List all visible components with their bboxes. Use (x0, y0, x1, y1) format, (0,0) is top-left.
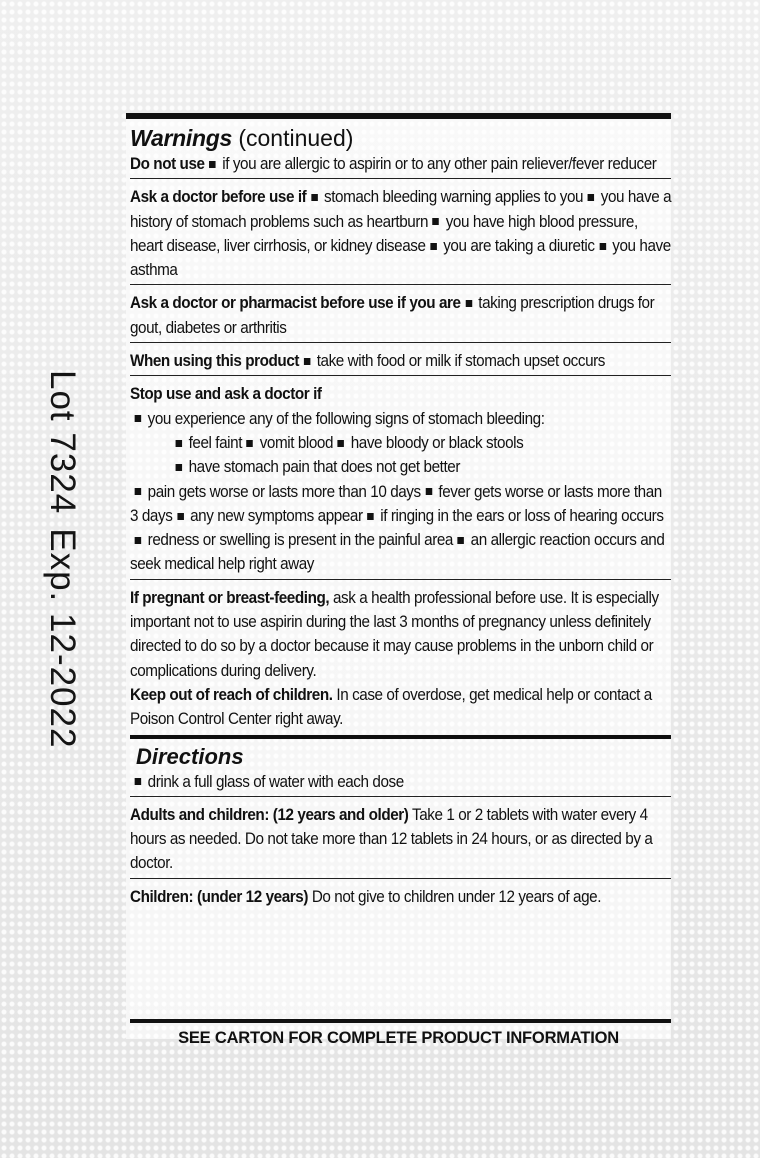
stop-use-item: redness or swelling is present in the painful area (147, 531, 453, 550)
directions-heading: Directions (136, 743, 244, 769)
ask-doctor-item: stomach bleeding warning applies to you (323, 188, 584, 207)
bullet-icon (430, 243, 437, 250)
bullet-icon (135, 537, 142, 544)
divider (130, 796, 671, 797)
when-using-section (130, 349, 673, 373)
warnings-title-suffix: (continued) (238, 125, 354, 151)
adults-section (130, 803, 673, 876)
bullet-icon (465, 300, 472, 307)
bullet-icon (135, 778, 142, 785)
keep-out-section (130, 683, 673, 732)
section-divider (130, 735, 671, 739)
bleeding-sign: have bloody or black stools (350, 433, 524, 452)
pregnant-text: ask a health professional before use. It is especially important not to use aspirin during the last 3 months of pregnancy unless definitely directed to do so by a doctor because it may cause problems in the unborn child or complications during delivery. (130, 588, 659, 680)
ask-doctor-label: Ask a doctor before use if (130, 188, 307, 207)
ask-doctor-section (130, 185, 673, 282)
adults-text: Take 1 or 2 tablets with water every 4 hours as needed. Do not take more than 12 tablets in 24 hours, or as directed by a doctor. (130, 805, 653, 873)
bleeding-sign: have stomach pain that does not get better (188, 458, 460, 477)
bullet-icon (588, 194, 595, 201)
stop-use-section (130, 382, 673, 431)
do-not-use-section (130, 152, 673, 176)
ask-doctor-item: you have a history of stomach problems such as heartburn (130, 188, 672, 231)
bullet-icon (135, 488, 142, 495)
ask-doctor-item: you have asthma (130, 236, 671, 280)
bullet-icon (177, 513, 184, 520)
stop-use-item: any new symptoms appear (190, 506, 363, 525)
bullet-icon (176, 440, 183, 447)
stop-use-item: fever gets worse or lasts more than 3 days (130, 482, 662, 525)
stop-use-item: an allergic reaction occurs and seek medical help right away (130, 531, 665, 574)
warnings-title: Warnings (130, 125, 232, 151)
ask-pharmacist-text: taking prescription drugs for gout, diabetes or arthritis (130, 294, 655, 337)
divider (130, 284, 671, 285)
stop-use-item: pain gets worse or lasts more than 10 days (147, 482, 421, 501)
stop-use-intro: you experience any of the following signs of stomach bleeding: (147, 409, 545, 428)
bullet-icon (599, 243, 606, 250)
warnings-heading (130, 125, 671, 152)
footer-notice (126, 1019, 671, 1048)
divider (130, 579, 671, 580)
bullet-icon (135, 415, 142, 422)
stop-use-items (130, 480, 673, 577)
ask-pharmacist-section (130, 291, 673, 340)
divider (130, 178, 671, 179)
lot-expiry-stamp (42, 370, 82, 762)
keep-out-label: Keep out of reach of children. (130, 685, 333, 704)
pregnant-section (130, 586, 673, 683)
stop-use-label: Stop use and ask a doctor if (130, 385, 322, 404)
drug-facts-label (126, 113, 672, 1047)
expiry-date: Exp. 12-2022 (43, 528, 82, 749)
keep-out-text: In case of overdose, get medical help or contact a Poison Control Center right away. (130, 685, 652, 729)
divider (130, 375, 671, 376)
bullet-icon (311, 194, 318, 201)
bullet-icon (176, 464, 183, 471)
children-label: Children: (under 12 years) (130, 887, 309, 906)
bullet-icon (338, 440, 345, 447)
when-using-text: take with food or milk if stomach upset occurs (316, 352, 606, 371)
footer-text: SEE CARTON FOR COMPLETE PRODUCT INFORMATION (178, 1029, 619, 1047)
bullet-icon (304, 358, 311, 365)
ask-pharmacist-label: Ask a doctor or pharmacist before use if you are (130, 294, 461, 313)
section-divider (130, 1019, 671, 1023)
directions-intro-text: drink a full glass of water with each dose (147, 772, 404, 791)
when-using-label: When using this product (130, 352, 300, 371)
bullet-icon (425, 488, 432, 495)
divider (130, 878, 671, 879)
directions-intro (130, 770, 673, 794)
label-content (130, 125, 671, 909)
ask-doctor-item: you are taking a diuretic (443, 236, 595, 255)
adults-label: Adults and children: (12 years and older) (130, 805, 409, 824)
children-section (130, 885, 673, 909)
divider (130, 342, 671, 343)
bullet-icon (433, 218, 440, 225)
bleeding-sign: vomit blood (259, 433, 334, 452)
do-not-use-label: Do not use (130, 155, 205, 173)
bullet-icon (247, 440, 254, 447)
bullet-icon (209, 161, 216, 168)
do-not-use-text: if you are allergic to aspirin or to any other pain reliever/fever reducer (222, 155, 657, 173)
pregnant-label: If pregnant or breast-feeding, (130, 588, 330, 607)
bullet-icon (458, 537, 465, 544)
bleeding-signs (130, 431, 714, 480)
stop-use-item: if ringing in the ears or loss of hearing occurs (380, 506, 664, 525)
children-text: Do not give to children under 12 years of age. (311, 887, 602, 906)
ask-doctor-item: you have high blood pressure, heart disease, liver cirrhosis, or kidney disease (130, 212, 638, 255)
lot-number: Lot 7324 (43, 370, 82, 515)
bleeding-sign: feel faint (188, 433, 243, 452)
bullet-icon (367, 513, 374, 520)
